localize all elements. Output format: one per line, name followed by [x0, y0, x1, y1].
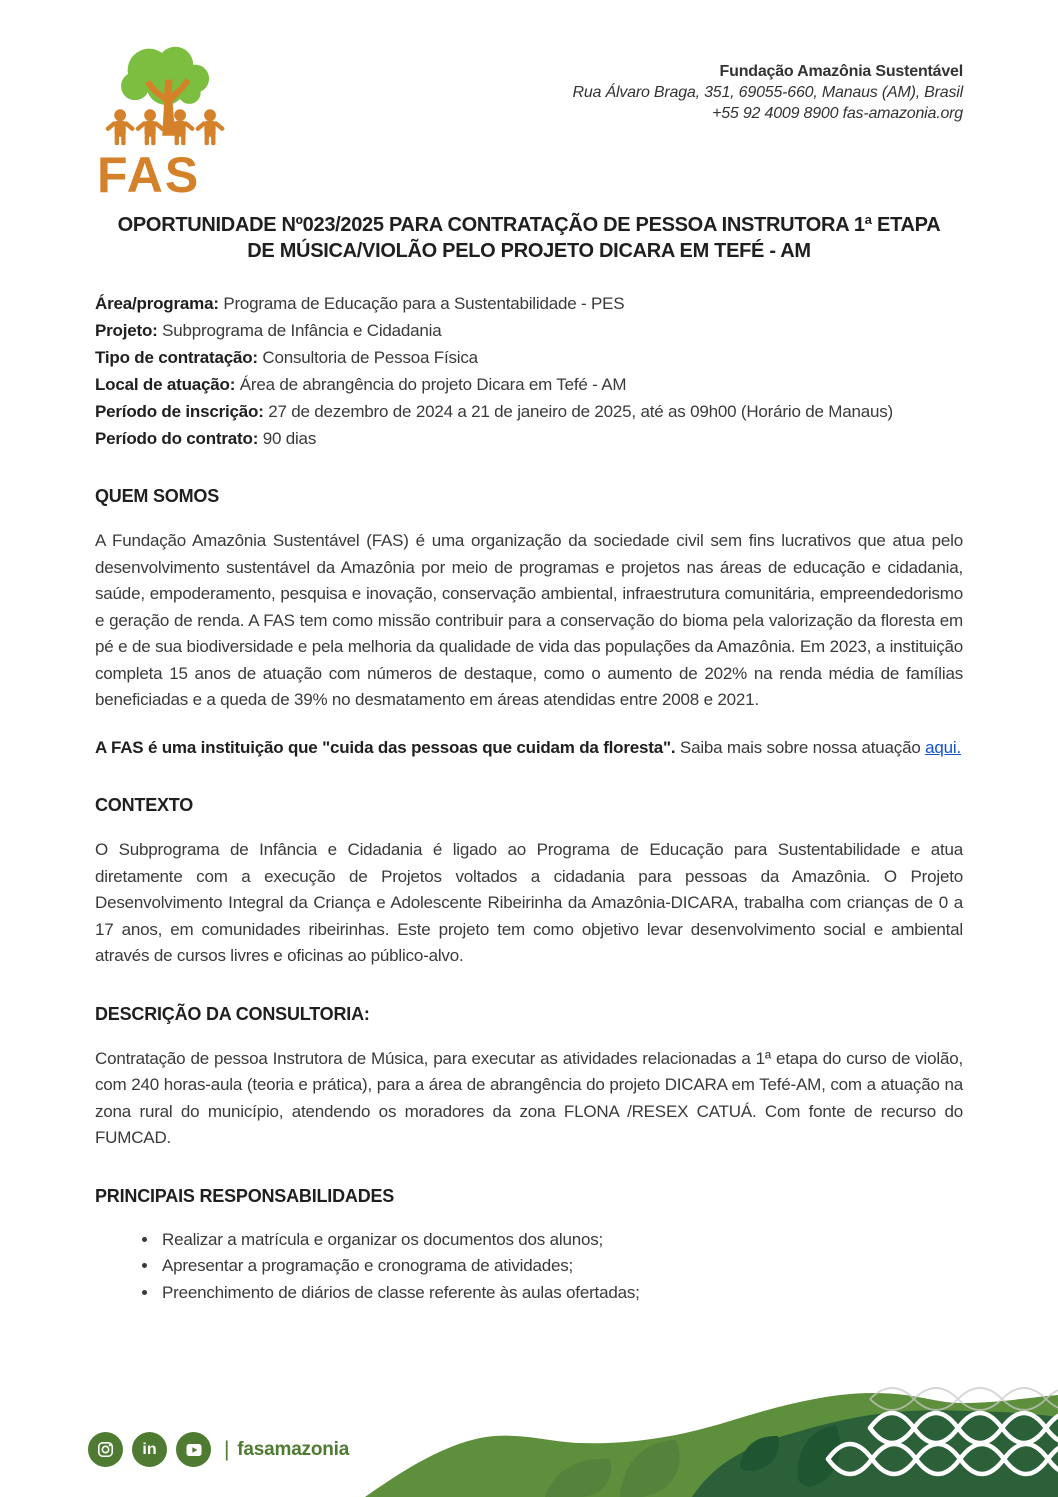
section-heading-quem-somos: QUEM SOMOS	[95, 486, 220, 506]
org-name: Fundação Amazônia Sustentável	[719, 63, 963, 80]
list-item: • Preenchimento de diários de classe referente às aulas ofertadas;	[159, 1280, 963, 1306]
page-title-line2: DE MÚSICA/VIOLÃO PELO PROJETO DICARA EM TEFÉ - AM	[247, 240, 811, 262]
meta-label: Área/programa:	[95, 294, 219, 313]
meta-value: Área de abrangência do projeto Dicara em Tefé - AM	[235, 375, 627, 394]
paragraph-descricao: Contratação de pessoa Instrutora de Música, para executar as atividades relacionadas a 1ª etapa do curso de violão, com 240 horas-aula (teoria e prática), para a área de abrangência do projeto DICARA em Tefé-AM, com a atuação na zona rural do município, atendendo os moradores da zona FLONA /RESEX CATUÁ. Com fonte de recurso do FUMCAD.	[95, 1048, 963, 1147]
meta-value: 27 de dezembro de 2024 a 21 de janeiro de 2025, até as 09h00 (Horário de Manaus)	[263, 402, 893, 421]
header	[95, 0, 963, 203]
meta-row-area	[95, 290, 963, 317]
fas-logo-graphic	[95, 44, 237, 147]
meta-row-local	[95, 371, 963, 398]
section-heading-responsabilidades: PRINCIPAIS RESPONSABILIDADES	[95, 1185, 395, 1206]
statement-rest: Saiba mais sobre nossa atuação	[675, 737, 926, 757]
link-aqui[interactable]: aqui.	[925, 737, 961, 757]
bold-statement-paragraph	[95, 735, 963, 762]
youtube-icon[interactable]	[176, 1432, 211, 1467]
responsibilities-list	[95, 1227, 963, 1306]
meta-value: Programa de Educação para a Sustentabilidade - PES	[218, 294, 625, 313]
section-heading-contexto: CONTEXTO	[95, 795, 194, 815]
org-phone-site: +55 92 4009 8900 fas-amazonia.org	[712, 105, 963, 122]
page-title-line1: OPORTUNIDADE Nº023/2025 PARA CONTRATAÇÃO DE PESSOA INSTRUTORA 1ª ETAPA	[117, 214, 941, 236]
social-separator: |	[224, 1437, 230, 1461]
linkedin-glyph: in	[142, 1440, 157, 1458]
list-item: • Apresentar a programação e cronograma de atividades;	[159, 1253, 963, 1279]
logo-wordmark: FAS	[97, 147, 201, 203]
footer-wave-graphic	[358, 1379, 1058, 1497]
paragraph-contexto: O Subprograma de Infância e Cidadania é ligado ao Programa de Educação para Sustentabilidade e atua diretamente com a execução de Projetos voltados a cidadania para pessoas da Amazônia. O Projeto Desenvolvimento Integral da Criança e Adolescente Ribeirinha da Amazônia-DICARA, trabalha com crianças de 0 a 17 anos, em comunidades ribeirinhas. Este projeto tem como objetivo levar desenvolvimento social e ambiental através de cursos livres e oficinas ao público-alvo.	[95, 840, 963, 965]
meta-row-projeto	[95, 317, 963, 344]
page-title	[95, 212, 963, 264]
list-item: • Realizar a matrícula e organizar os documentos dos alunos;	[159, 1227, 963, 1253]
meta-label: Projeto:	[95, 321, 158, 340]
linkedin-icon[interactable]	[132, 1432, 167, 1467]
meta-section	[95, 290, 963, 452]
header-contact	[573, 61, 964, 198]
meta-label: Período de inscrição:	[95, 402, 264, 421]
meta-row-inscricao	[95, 398, 963, 425]
meta-row-tipo	[95, 344, 963, 371]
social-handle: fasamazonia	[237, 1438, 350, 1460]
fas-logo	[95, 44, 255, 203]
meta-row-contrato	[95, 425, 963, 452]
footer-social	[88, 1432, 349, 1467]
bold-statement: A FAS é uma instituição que "cuida das pessoas que cuidam da floresta".	[95, 737, 676, 757]
meta-value: 90 dias	[258, 429, 317, 448]
meta-label: Local de atuação:	[95, 375, 236, 394]
meta-value: Subprograma de Infância e Cidadania	[157, 321, 442, 340]
section-heading-descricao: DESCRIÇÃO DA CONSULTORIA:	[95, 1003, 370, 1024]
meta-label: Tipo de contratação:	[95, 348, 258, 367]
org-address: Rua Álvaro Braga, 351, 69055-660, Manaus (AM), Brasil	[572, 84, 963, 101]
paragraph-quem-somos: A Fundação Amazônia Sustentável (FAS) é uma organização da sociedade civil sem fins lucrativos que atua pelo desenvolvimento sustentável da Amazônia por meio de programas e projetos nas áreas de educação e cidadania, saúde, empoderamento, pesquisa e inovação, conservação ambiental, infraestrutura comunitária, empreendedorismo e geração de renda. A FAS tem como missão contribuir para a conservação do bioma pela valorização da floresta em pé e de sua biodiversidade e pela melhoria da qualidade de vida das populações da Amazônia. Em 2023, a instituição completa 15 anos de atuação com números de destaque, como o aumento de 202% na renda média de famílias beneficiadas e a queda de 39% no desmatamento em áreas atendidas entre 2008 e 2021.	[95, 531, 963, 709]
instagram-icon[interactable]	[88, 1432, 123, 1467]
meta-value: Consultoria de Pessoa Física	[257, 348, 478, 367]
meta-label: Período do contrato:	[95, 429, 259, 448]
